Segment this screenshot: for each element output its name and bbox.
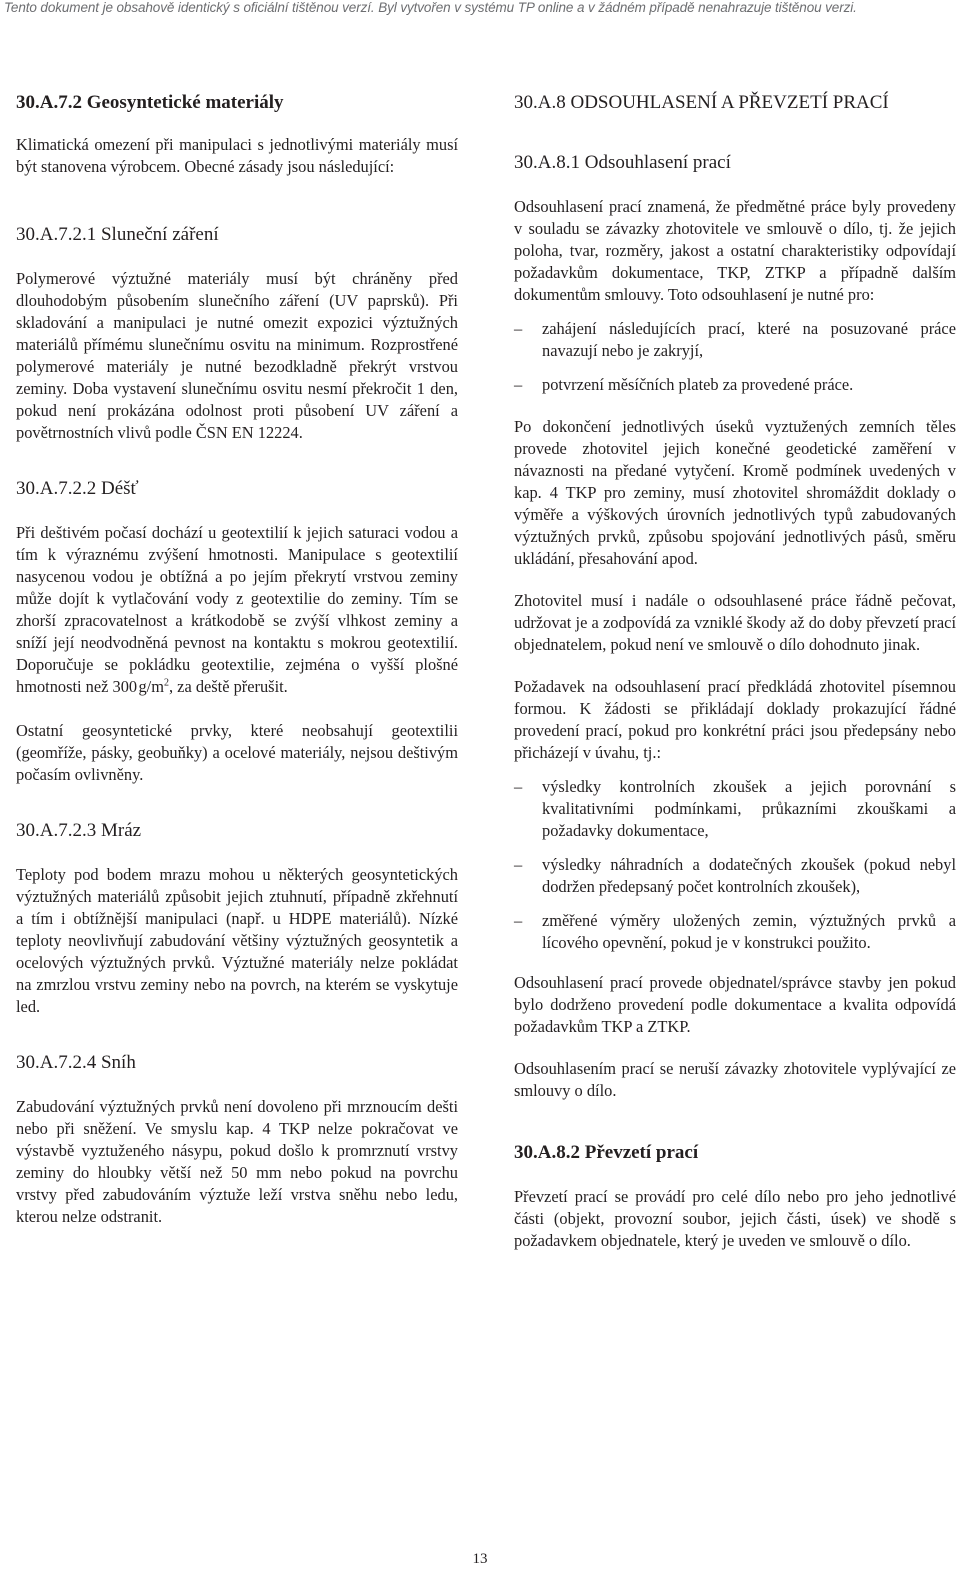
heading-30-a-8-1: 30.A.8.1 Odsouhlasení prací [514,152,731,173]
page-number: 13 [472,1551,488,1567]
heading-30-a-8-2: 30.A.8.2 Převzetí prací [514,1142,699,1163]
list-item: – potvrzení měsíčních plateb za provedené práce. [514,375,854,394]
paragraph-provede: Odsouhlasení prací provede objednatel/správce stavby jen pokud bylo dodrženo provedení podle dokumentace a kvalita odpovídá požadavkům TKP a ZTKP. [514,973,956,1036]
paragraph-nerusi: Odsouhlasením prací se neruší závazky zhotovitele vyplývající ze smlouvy o dílo. [514,1059,956,1100]
paragraph-snih: Zabudování výztužných prvků není dovoleno při mrznoucím dešti nebo při sněžení. Ve smyslu kap. 4 TKP nelze pokračovat ve výstavbě vyztuženého násypu, pokud došlo k promrznutí vrstvy zeminy do hloubky větší než 50 mm nebo pokud na povrchu vrstvy před zabudováním výztuže leží vrstva sněhu nebo ledu, kterou nelze odstranit. [16,1097,458,1226]
list-item: – změřené výměry uložených zemin, výztužných prvků a lícového opevnění, pokud je v konstrukci použito. [514,911,956,952]
paragraph-slunecni-zareni: Polymerové výztužné materiály musí být chráněny před dlouhodobým působením slunečního záření (UV paprsků). Při skladování a manipulaci je nutné omezit expozici výztužných materiálů přímému slunečnímu osvitu na minimum. Rozprostřené polymerové materiály je nutné bezodkladně překrýt vrstvou zeminy. Doba vystavení slunečnímu osvitu nesmí překročit 1 den, pokud není prokázána odolnost proti působení UV záření a povětrnostních vlivů podle ČSN EN 12224. [16,269,458,442]
paragraph-intro: Klimatická omezení při manipulaci s jednotlivými materiály musí být stanovena výrobcem. Obecné zásady jsou následující: [16,135,458,176]
paragraph-odsouhlaseni: Odsouhlasení prací znamená, že předmětné práce byly provedeny v souladu se závazky zhotovitele ve smlouvě o dílo, tj. že jejich poloha, tvar, rozměry, jakost a ostatní charakteristiky odpovídají požadavkům dokumentace, TKP, ZTKP a případně dalším dokumentům smlouvy. Toto odsouhlasení je nutné pro: [514,197,956,304]
paragraph-pozadavek: Požadavek na odsouhlasení prací předkládá zhotovitel písemnou formou. K žádosti se přikládají doklady prokazující řádné provedení prací, pokud pro konkrétní práci jsou předepsány nebo přicházejí v úvahu, tj.: [514,677,956,762]
paragraph-dest: Při deštivém počasí dochází u geotextilií k jejich saturaci vodou a tím k výraznému zvýšení hmotnosti. Manipulace s geotextilií nasycenou vodou je obtížná a po jejím překrytí vrstvou zeminy může dojít k vytlačování vody z geotextilie do zeminy. Tím se zhorší zpracovatelnost a krátkodobě se zvýší vlhkost zeminy a sníží její neodvodněná pevnost na kontaktu s mokrou geotextilií. Doporučuje se pokládku geotextilie, zejména o vyšší plošné hmotnosti než 300 $g/m^2$, za deště přerušit. [16,523,458,696]
heading-30-a-7-2-2: 30.A.7.2.2 Déšť [16,478,139,499]
paragraph-zhotovitel: Zhotovitel musí i nadále o odsouhlasené práce řádně pečovat, udržovat je a zodpovídá za vzniklé škody až do doby převzetí prací objednatelem, pokud není ve smlouvě o dílo dohodnuto jinak. [514,591,956,654]
paragraph-prevzeti: Převzetí prací se provádí pro celé dílo nebo pro jeho jednotlivé části (objekt, provozní soubor, jejich části, úsek) ve shodě s požadavkem objednatele, který je uveden ve smlouvě o dílo. [514,1187,956,1250]
heading-30-a-7-2: 30.A.7.2 Geosyntetické materiály [16,92,284,113]
paragraph-po-dokonceni: Po dokončení jednotlivých úseků vyztužených zemních těles provede zhotovitel jejich konečné geodetické zaměření v návaznosti na předané vytyčení. Kromě podmínek uvedených v kap. 4 TKP pro zeminy, musí zhotovitel shromáždit doklady o výměře a výškových úrovních jednotlivých typů zabudovaných výztužných prvků, způsobu spojování jednotlivých pásů, směru ukládání, přesahování apod. [514,417,956,568]
list-item: – výsledky náhradních a dodatečných zkoušek (pokud nebyl dodržen předepsaný počet kontrolních zkoušek), [514,855,956,896]
disclaimer-banner: Tento dokument je obsahově identický s oficiální tištěnou verzí. Byl vytvořen v systému TP online a v žádném případě nenahrazuje tištěnou verzi. [4,0,857,15]
right-column [514,92,956,1252]
heading-30-a-7-2-4: 30.A.7.2.4 Sníh [16,1052,136,1073]
heading-30-a-8: 30.A.8 ODSOUHLASENÍ A PŘEVZETÍ PRACÍ [514,92,889,113]
paragraph-ostatni-geosyntetika: Ostatní geosyntetické prvky, které neobsahují geotextilii (geomříže, pásky, geobuňky) a ocelové materiály, nejsou deštivým počasím ovlivněny. [16,721,458,784]
left-column [16,92,458,1228]
list-doklady [514,776,956,954]
list-item: – výsledky kontrolních zkoušek a jejich porovnání s kvalitativními podmínkami, průkazními zkouškami a požadavky dokumentace, [514,777,956,840]
heading-30-a-7-2-3: 30.A.7.2.3 Mráz [16,820,142,841]
list-odsouhlaseni-pro [514,318,956,396]
paragraph-mraz: Teploty pod bodem mrazu mohou u některých geosyntetických výztužných materiálů způsobit jejich ztuhnutí, případně zkřehnutí a tím i obtížnější manipulaci (např. u HDPE materiálů). Nízké teploty neovlivňují zabudování většiny výztužných geosyntetik a ocelových výztužných prvků. Výztužné materiály nelze pokládat na zmrzlou vrstvu zeminy nebo na povrch, na kterém se vyskytuje led. [16,865,458,1016]
heading-30-a-7-2-1: 30.A.7.2.1 Sluneční záření [16,224,219,245]
list-item: – zahájení následujících prací, které na posuzované práce navazují nebo je zakryjí, [514,319,956,360]
